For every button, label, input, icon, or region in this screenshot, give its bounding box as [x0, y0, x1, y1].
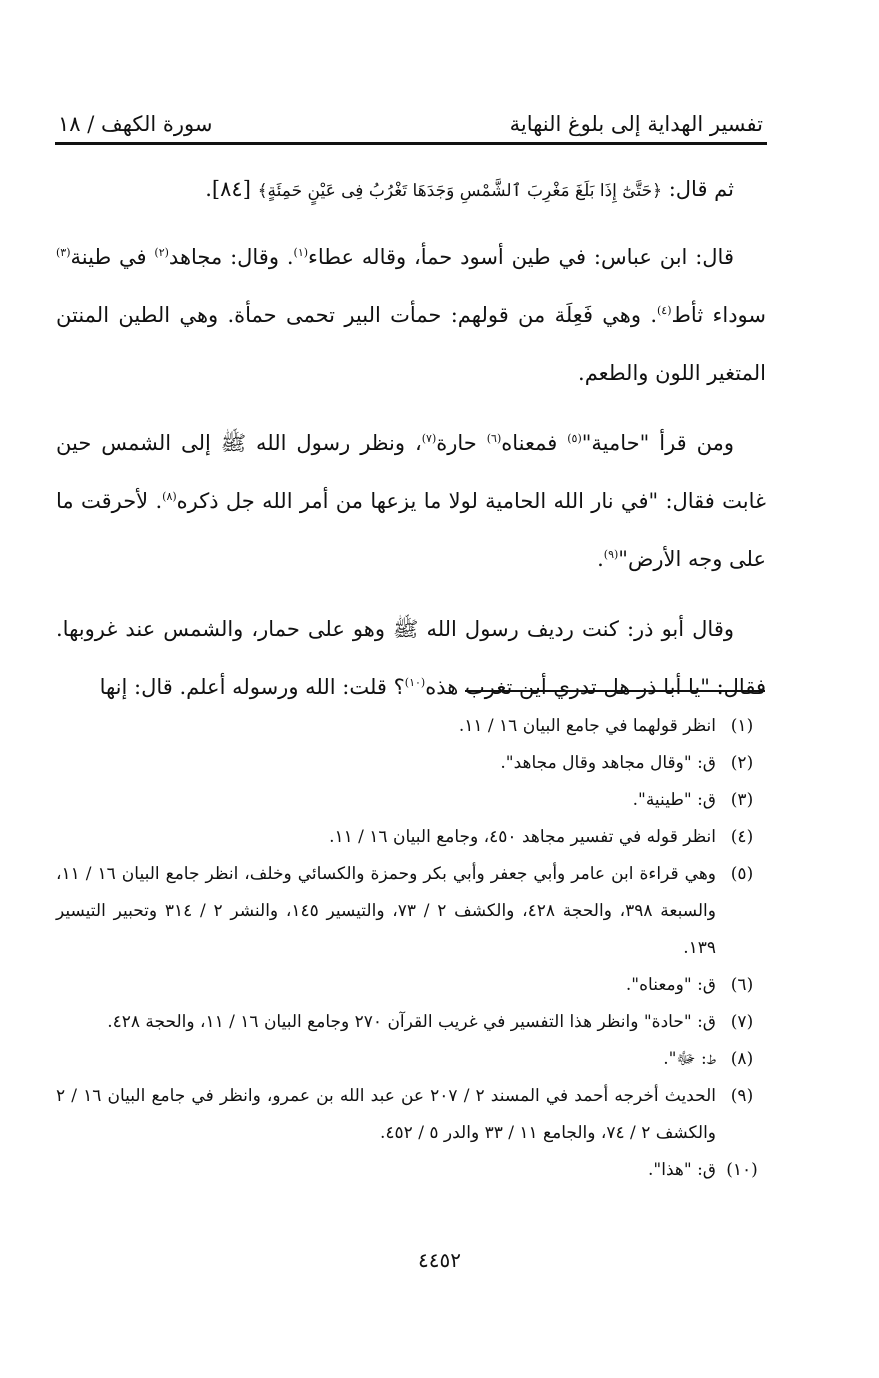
running-header: [58, 92, 763, 136]
footnote-text: الحديث أخرجه أحمد في المسند ٢ / ٢٠٧ عن عبد الله بن عمرو، وانظر في جامع البيان ١٦ / ٢ والكشف ٢ / ٧٤، والجامع ١١ / ٣٣ والدر ٥ / ٤٥٢.: [56, 1086, 716, 1143]
footnote-item: [56, 819, 768, 856]
para1-text-1: قال: ابن عباس: في طين أسود حمأ، وقاله عطاء: [308, 245, 734, 269]
book-title: تفسير الهداية إلى بلوغ النهاية: [509, 112, 763, 136]
para2-text-5: . لأحرقت ما على وجه الأرض": [56, 489, 766, 571]
footnote-text: ق: "حادة" وانظر هذا التفسير في غريب القرآن ٢٧٠ وجامع البيان ١٦ / ١١، والحجة ٤٢٨.: [107, 1012, 716, 1032]
verse-lead: ثم قال:: [662, 177, 734, 201]
footnote-number: (٨): [730, 1049, 754, 1069]
footnote-number: (٦): [730, 975, 754, 995]
footnote-number: (٣): [730, 790, 754, 810]
footnote-text: ق: "هذا".: [648, 1160, 716, 1180]
footnote-ref-1: (١): [293, 246, 309, 259]
para3-text-1: وقال أبو ذر: كنت رديف رسول الله ﷺ وهو على حمار، والشمس عند غروبها. فقال: "يا أبا ذر هل تدري أين تغرب هذه: [56, 617, 766, 699]
quran-verse: ﴿حَتَّىٰٓ إِذَا بَلَغَ مَغْرِبَ ٱلشَّمْسِ وَجَدَهَا تَغْرُبُ فِى عَيْنٍ حَمِئَةٍ﴾: [257, 181, 663, 201]
footnote-item: [56, 1152, 768, 1189]
footnote-item: [56, 708, 768, 745]
footnote-number: (٤): [730, 827, 754, 847]
footnote-text: ق: "طينية".: [632, 790, 716, 810]
footnote-rule: [465, 690, 765, 692]
footnote-ref-3: (٣): [56, 246, 71, 259]
footnote-item: [56, 967, 768, 1004]
footnote-item: [56, 1004, 768, 1041]
para1-text-3: في طينة: [70, 245, 155, 269]
footnote-number: (٥): [730, 864, 754, 884]
para2-text-6: .: [597, 547, 604, 571]
footnote-item: [56, 782, 768, 819]
footnote-ref-4: (٤): [657, 304, 672, 317]
main-text: [56, 160, 766, 728]
footnote-ref-2: (٢): [154, 246, 169, 259]
paragraph-1: [56, 228, 766, 402]
footnote-number: (٧): [730, 1012, 754, 1032]
footnote-ref-8: (٨): [162, 490, 177, 503]
footnote-number: (١٠): [726, 1160, 758, 1180]
footnote-ref-10: (١٠): [404, 676, 426, 689]
footnote-text: انظر قولهما في جامع البيان ١٦ / ١١.: [458, 716, 716, 736]
footnote-ref-6: (٦): [486, 432, 502, 445]
footnote-text: ق: "ومعناه".: [625, 975, 716, 995]
paragraph-2: [56, 414, 766, 588]
footnote-ref-5: (٥): [567, 432, 582, 445]
para1-text-4: سوداء ثأط: [671, 303, 766, 327]
para1-text-5: . وهي فَعِلَة من قولهم: حمأت البير تحمى حمأة. وهي الطين المنتن المتغير اللون والطعم.: [56, 303, 766, 385]
footnote-ref-7: (٧): [421, 432, 437, 445]
footnotes: [56, 708, 768, 1189]
footnote-text: انظر قوله في تفسير مجاهد ٤٥٠، وجامع البيان ١٦ / ١١.: [329, 827, 716, 847]
para2-text-1: ومن قرأ "حامية": [581, 431, 735, 455]
footnote-item: [56, 856, 768, 967]
footnote-item: [56, 1078, 768, 1152]
para1-text-2: . وقال: مجاهد: [168, 245, 294, 269]
footnote-ref-9: (٩): [603, 548, 619, 561]
para3-text-2: ؟ قلت: الله ورسوله أعلم. قال: إنها: [99, 675, 405, 699]
footnote-number: (١): [730, 716, 754, 736]
para2-text-3: حارة: [436, 431, 487, 455]
para2-text-4: ، ونظر رسول الله ﷺ إلى الشمس حين غابت فقال: "في نار الله الحامية لولا ما يزعها من أمر الله جل ذكره: [56, 431, 766, 513]
surah-label: سورة الكهف / ١٨: [58, 112, 213, 136]
footnote-number: (٩): [730, 1086, 754, 1106]
paragraph-3: [56, 600, 766, 716]
header-rule: [55, 142, 767, 145]
footnote-text: وهي قراءة ابن عامر وأبي جعفر وأبي بكر وحمزة والكسائي وخلف، انظر جامع البيان ١٦ / ١١، والسبعة ٣٩٨، والحجة ٤٢٨، والكشف ٢ / ٧٣، والتيسير ١٤٥، والنشر ٢ / ٣١٤ وتحبير التيسير ١٣٩.: [56, 864, 716, 958]
page-number: ٤٤٥٢: [418, 1248, 461, 1272]
footnote-text: ط: ﷻ".: [663, 1049, 716, 1069]
verse-paragraph: [56, 160, 766, 220]
para2-text-2: فمعناه: [501, 431, 568, 455]
footnote-text: ق: "وقال مجاهد وقال مجاهد".: [500, 753, 716, 773]
footnote-item: [56, 745, 768, 782]
footnote-number: (٢): [730, 753, 754, 773]
footnote-item: [56, 1041, 768, 1078]
verse-ref: [٨٤].: [205, 177, 258, 201]
